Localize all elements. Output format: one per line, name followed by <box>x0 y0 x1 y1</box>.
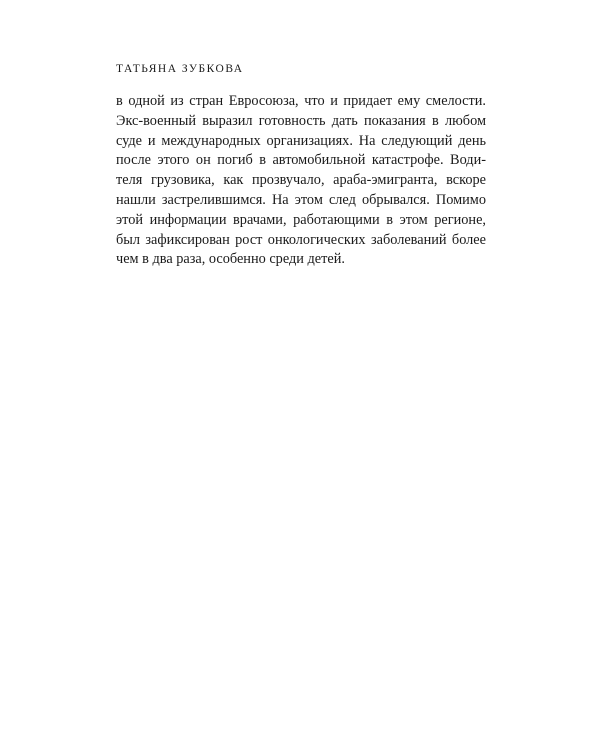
body-text <box>116 92 486 270</box>
text-line: Экс-военный выразил готовность дать показания в любом <box>116 112 486 129</box>
text-line: теля грузовика, как прозвучало, араба-эмигранта, вскоре <box>116 172 486 189</box>
text-line: суде и международных организациях. На следующий день <box>116 132 486 149</box>
text-line: этой информации врачами, работающими в этом регионе, <box>116 211 486 228</box>
text-line: был зафиксирован рост онкологических заболеваний более <box>116 231 486 248</box>
text-line: после этого он погиб в автомобильной катастрофе. Води- <box>116 152 486 169</box>
running-head-author: ТАТЬЯНА ЗУБКОВА <box>116 63 244 75</box>
text-line: чем в два раза, особенно среди детей. <box>116 251 345 268</box>
text-line: нашли застрелившимся. На этом след обрывался. Помимо <box>116 191 486 208</box>
text-line: в одной из стран Евросоюза, что и придает ему смелости. <box>116 93 486 109</box>
